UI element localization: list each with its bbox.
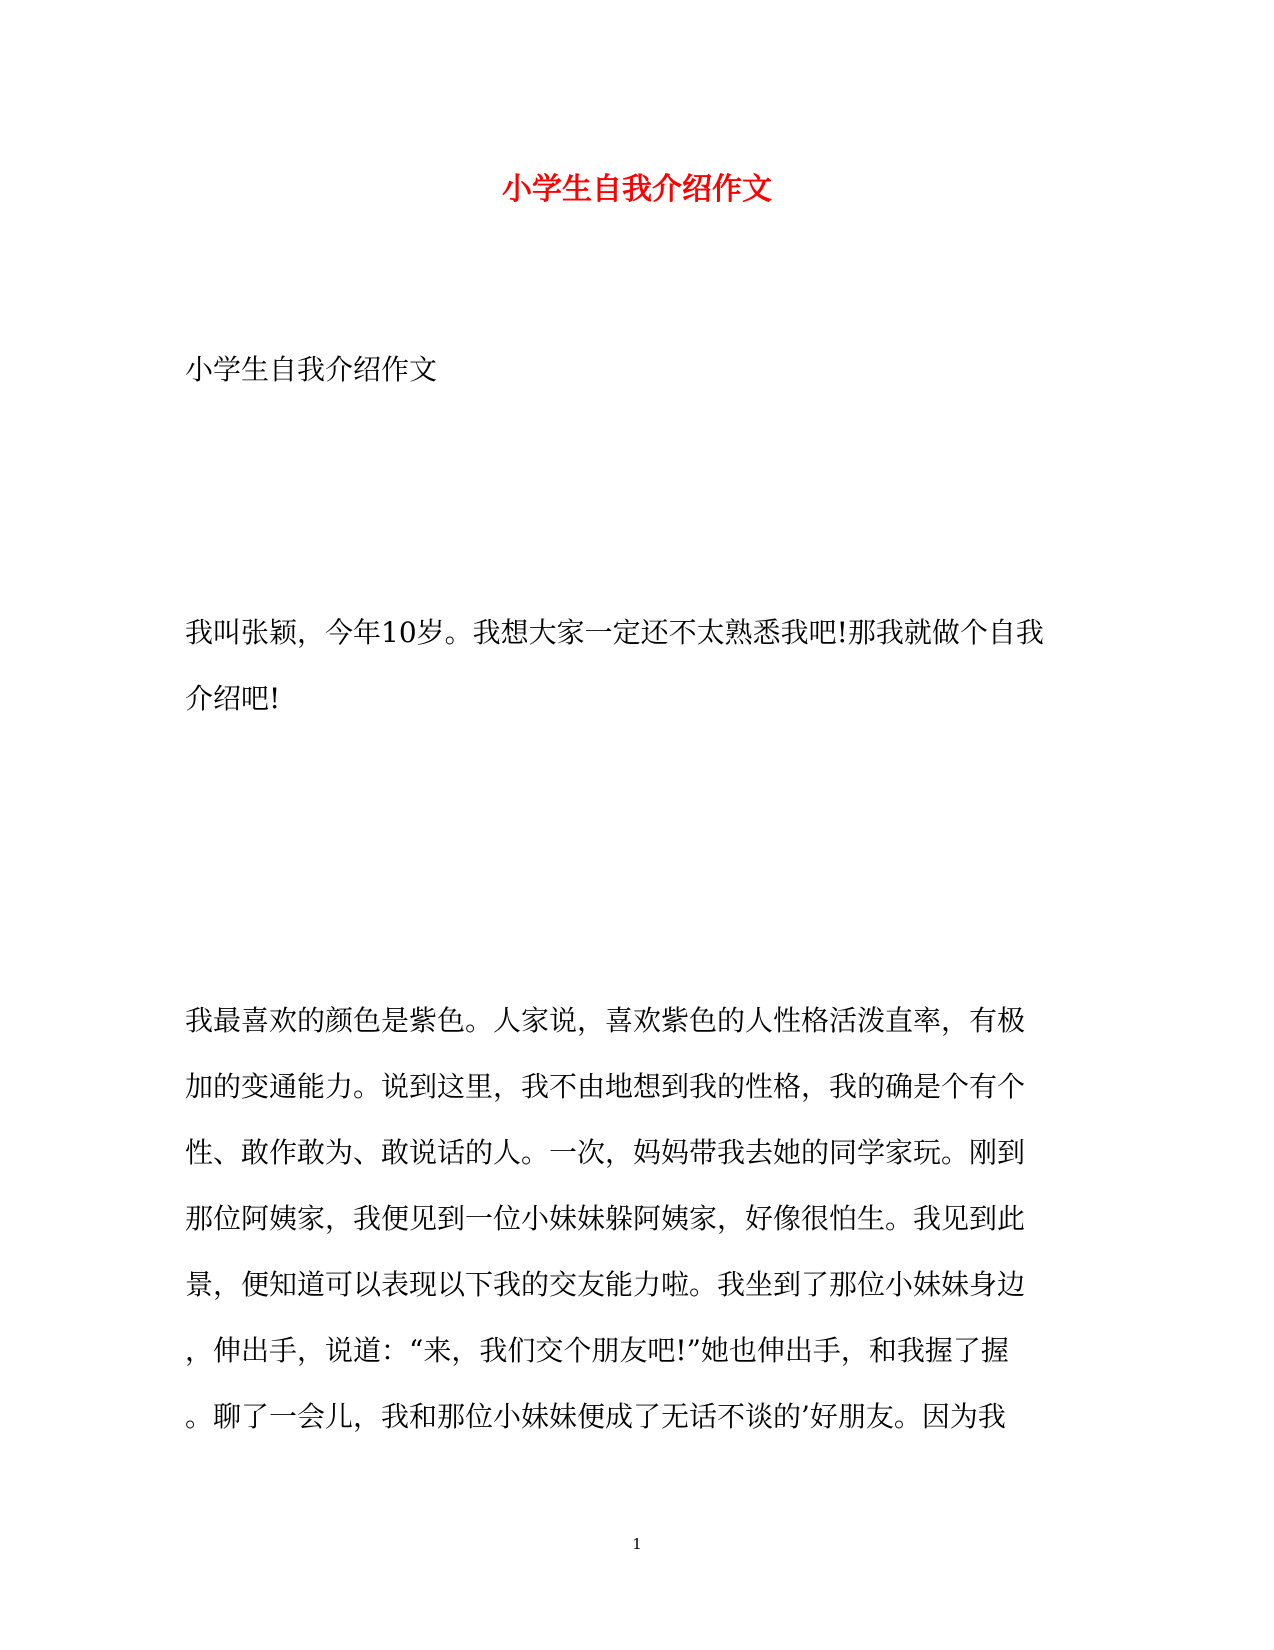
paragraph-intro bbox=[185, 600, 1085, 732]
paragraph-line: 我叫张颖，今年10岁。我想大家一定还不太熟悉我吧!那我就做个自我 bbox=[185, 616, 1044, 649]
paragraph-favorite-color bbox=[185, 988, 1085, 1450]
document-title: 小学生自我介绍作文 bbox=[502, 172, 772, 207]
paragraph-line: 。聊了一会儿，我和那位小妹妹便成了无话不谈的’好朋友。因为我 bbox=[185, 1400, 1006, 1433]
paragraph-line: 加的变通能力。说到这里，我不由地想到我的性格，我的确是个有个 bbox=[185, 1070, 1026, 1103]
page-number: 1 bbox=[632, 1535, 642, 1553]
paragraph-line: 介绍吧! bbox=[185, 682, 281, 715]
paragraph-line: 景，便知道可以表现以下我的交友能力啦。我坐到了那位小妹妹身边 bbox=[185, 1268, 1026, 1301]
paragraph-line: 那位阿姨家，我便见到一位小妹妹躲阿姨家，好像很怕生。我见到此 bbox=[185, 1202, 1026, 1235]
paragraph-line: ，伸出手，说道：“来，我们交个朋友吧!”她也伸出手，和我握了握 bbox=[185, 1334, 1009, 1367]
document-subtitle: 小学生自我介绍作文 bbox=[185, 353, 438, 386]
paragraph-line: 性、敢作敢为、敢说话的人。一次，妈妈带我去她的同学家玩。刚到 bbox=[185, 1136, 1026, 1169]
paragraph-line: 我最喜欢的颜色是紫色。人家说，喜欢紫色的人性格活泼直率，有极 bbox=[185, 1004, 1026, 1037]
